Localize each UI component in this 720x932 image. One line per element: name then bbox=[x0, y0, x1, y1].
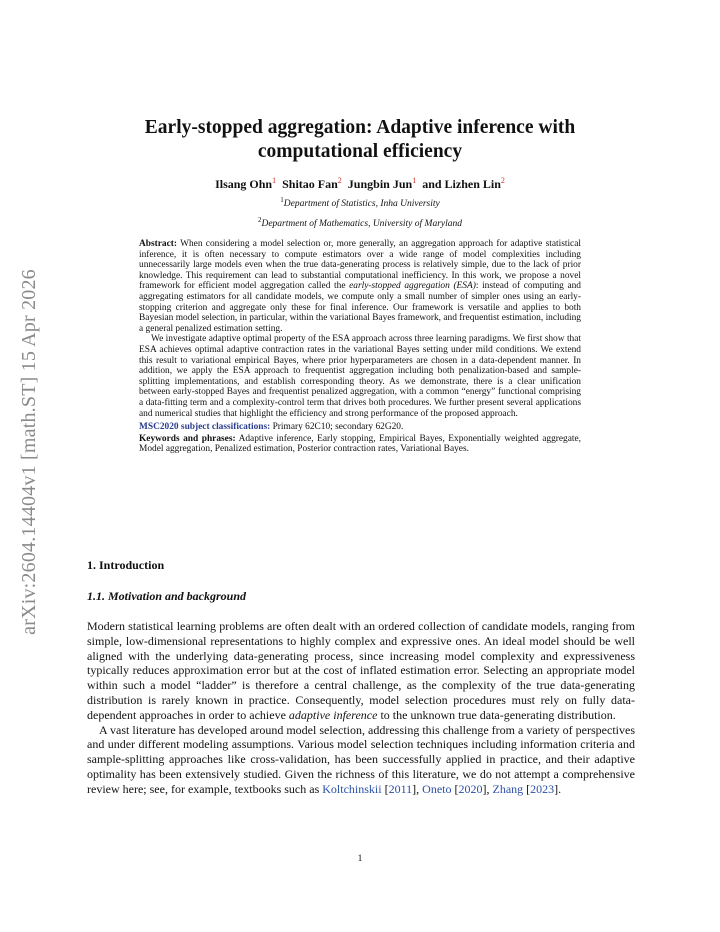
author-name: Ilsang Ohn bbox=[215, 177, 273, 191]
body-text-run: to the unknown true data-generating distribution. bbox=[377, 707, 616, 722]
msc-label-link[interactable]: MSC2020 subject classifications: bbox=[139, 422, 271, 433]
subsection-heading: 1.1. Motivation and background bbox=[87, 589, 247, 603]
abstract-text: : instead of computing and aggregating estimators for all candidate models, we compute only a small number of simpler ones using an early-stopping criterion and aggregate only these for final inference. Our framework is versatile and applies to both Bayesian model selection, in particular, within the variational Bayes framework, and frequentist estimation, including a general penalized estimation setting. bbox=[139, 281, 581, 334]
citation-link[interactable]: Koltchinskii bbox=[322, 781, 382, 796]
body-paragraph: A vast literature has developed around model selection, addressing this challenge from a variety of perspectives and under different modeling assumptions. Various model selection techniques including information criteria and sample-splitting approaches like cross-validation, has been successfully applied in practice, and their adaptive optimality has been extensively studied. Given the richness of this literature, we do not attempt a comprehensive review here; see, for example, textbooks such as Koltchinskii [2011], Oneto [2020], Zhang [2023]. bbox=[87, 722, 635, 796]
affiliation-1 bbox=[80, 198, 640, 210]
page-number: 1 bbox=[357, 854, 363, 864]
citation-year-link[interactable]: 2020 bbox=[458, 781, 483, 796]
citation-link[interactable]: Zhang bbox=[492, 781, 524, 796]
author bbox=[348, 177, 416, 191]
msc-classifications bbox=[139, 422, 581, 433]
affiliation-text: Department of Mathematics, University of Maryland bbox=[261, 219, 463, 229]
body-paragraph bbox=[87, 619, 635, 723]
body-text-run: Modern statistical learning problems are often dealt with an ordered collection of candidate models, ranging from simple, low-dimensional representations to highly complex and expressive ones. An ideal model should be well aligned with the underlying data-generating process, since increasing model complexity and expressiveness typically reduces approximation error but at the cost of inflated estimation error. Selecting an appropriate model within such a model “ladder” is therefore a central challenge, as the complexity of the true data-generating distribution is rarely known in practice. Consequently, model selection procedures must rely on fully data-dependent approaches in order to achieve bbox=[87, 619, 635, 722]
author-name: Jungbin Jun bbox=[347, 177, 413, 191]
arxiv-identifier: arXiv:2604.14404v1 [math.ST] 15 Apr 2026 bbox=[18, 269, 40, 635]
title-line-2: computational efficiency bbox=[257, 141, 463, 162]
author-list bbox=[80, 177, 640, 191]
section-heading: 1. Introduction bbox=[87, 558, 165, 572]
keywords-text: Adaptive inference, Early stopping, Empirical Bayes, Exponentially weighted aggregate, Model aggregation, Penalized estimation, Posterior contraction rates, Variational Bayes. bbox=[139, 433, 582, 455]
author bbox=[215, 177, 276, 191]
abstract bbox=[139, 239, 581, 455]
abstract-paragraph: We investigate adaptive optimal property of the ESA approach across three learning paradigms. We first show that ESA achieves optimal adaptive contraction rates in the variational Bayes setting under mild conditions. We extend this result to variational empirical Bayes, where prior hyperparameters are chosen in a data-dependent manner. In addition, we apply the ESA approach to frequentist aggregation including both penalization-based and sample-splitting implementations, and establish corresponding theory. As we demonstrate, there is a clear unification between early-stopped Bayes and frequentist penalized aggregation, with a common “energy” functional comprising a data-fitting term and a complexity-control term that drives both procedures. We further present several applications and numerical studies that highlight the efficiency and strong performance of the proposed approach. bbox=[139, 334, 581, 419]
paper-title bbox=[100, 116, 620, 164]
affiliation-2 bbox=[80, 218, 640, 230]
affiliation-text: Department of Statistics, Inha University bbox=[283, 199, 440, 209]
keywords bbox=[139, 434, 581, 455]
author-affiliation-mark: 2 bbox=[337, 176, 342, 185]
keywords-label: Keywords and phrases: bbox=[139, 433, 236, 444]
abstract-paragraph bbox=[139, 239, 581, 334]
abstract-label: Abstract: bbox=[139, 239, 178, 249]
abstract-text: When considering a model selection or, more generally, an aggregation approach for adaptive statistical inference, it is often necessary to compute estimators over a wide range of model complexities including unnecessarily large models even when the true data-generating process is relatively simple, due to the lack of prior knowledge. This requirement can lead to substantial computational inefficiency. In this work, we propose a novel framework for efficient model aggregation called the bbox=[139, 239, 581, 292]
citation-year-link[interactable]: 2023 bbox=[530, 781, 555, 796]
author bbox=[445, 177, 505, 191]
author-separator: and bbox=[416, 177, 445, 191]
author-name: Shitao Fan bbox=[282, 177, 338, 191]
title-line-1: Early-stopped aggregation: Adaptive inference with bbox=[144, 117, 576, 138]
body-text-run: A vast literature has developed around model selection, addressing this challenge from a variety of perspectives and under different modeling assumptions. Various model selection techniques including information criteria and sample-splitting approaches like cross-validation, has been successfully applied in practice, and their adaptive optimality has been extensively studied. Given the richness of this literature, we do not attempt a comprehensive review here; see, for example, textbooks such as bbox=[87, 722, 635, 796]
abstract-emphasis: early-stopped aggregation (ESA) bbox=[349, 281, 476, 292]
body-text bbox=[87, 619, 635, 797]
author-affiliation-mark: 1 bbox=[272, 176, 277, 185]
affiliation-number: 2 bbox=[257, 216, 262, 224]
author-name: Lizhen Lin bbox=[444, 177, 501, 191]
citation-year-link[interactable]: 2011 bbox=[388, 781, 413, 796]
affiliation-number: 1 bbox=[280, 196, 284, 204]
author-affiliation-mark: 2 bbox=[500, 176, 505, 185]
author-affiliation-mark: 1 bbox=[412, 176, 417, 185]
citation-link[interactable]: Oneto bbox=[422, 781, 452, 796]
author bbox=[282, 177, 342, 191]
msc-text: Primary 62C10; secondary 62G20. bbox=[270, 422, 404, 433]
body-emphasis: adaptive inference bbox=[288, 707, 378, 722]
